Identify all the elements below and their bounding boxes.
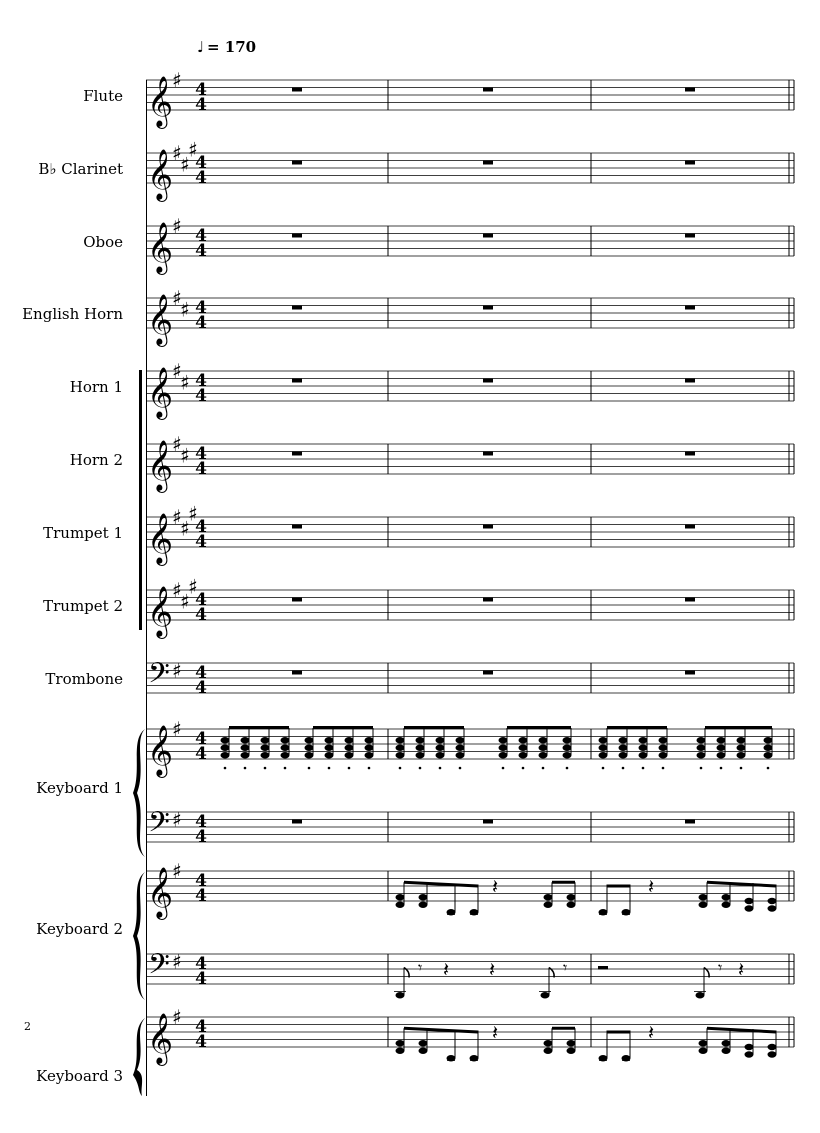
measure-rest xyxy=(292,234,302,238)
note-head xyxy=(697,737,706,743)
time-signature-bottom: 4 xyxy=(195,313,207,333)
staccato-dot xyxy=(767,767,770,770)
note-head xyxy=(396,1048,405,1054)
time-signature-bottom: 4 xyxy=(195,459,207,479)
staccato-dot xyxy=(542,767,545,770)
staff xyxy=(146,501,794,566)
sharp-sign: ♯ xyxy=(172,949,182,974)
measure-rest xyxy=(685,598,695,602)
staccato-dot xyxy=(348,767,351,770)
measure-rest xyxy=(292,161,302,165)
quarter-rest: 𝄽 xyxy=(738,957,745,982)
note-head xyxy=(281,737,290,743)
beam xyxy=(607,1031,630,1034)
staff xyxy=(146,657,794,698)
note-head xyxy=(539,737,548,743)
page-number: 2 xyxy=(24,1020,31,1033)
time-signature-bottom: 4 xyxy=(195,1032,207,1052)
time-signature-bottom: 4 xyxy=(195,827,207,847)
time-signature-top: 4 xyxy=(195,153,207,173)
bass-clef: 𝄢 xyxy=(148,806,170,846)
note-head xyxy=(563,752,572,758)
sharp-sign: ♯ xyxy=(188,574,198,599)
note-head xyxy=(699,902,708,908)
note-head xyxy=(544,1040,553,1046)
staves xyxy=(146,68,794,1066)
note-head xyxy=(659,745,668,751)
time-signature-bottom: 4 xyxy=(195,241,207,261)
note-head xyxy=(519,745,528,751)
note-head xyxy=(396,894,405,900)
time-signature-bottom: 4 xyxy=(195,886,207,906)
sharp-sign: ♯ xyxy=(172,658,182,683)
note-head xyxy=(745,1044,754,1050)
measure-rest xyxy=(292,88,302,92)
note-head xyxy=(544,894,553,900)
staccato-dot xyxy=(264,767,267,770)
quarter-rest: 𝄽 xyxy=(443,957,450,982)
staff xyxy=(146,137,794,202)
half-rest xyxy=(598,966,608,970)
treble-clef: 𝄞 xyxy=(147,440,174,491)
note-head xyxy=(563,737,572,743)
note-head xyxy=(456,752,465,758)
note-head xyxy=(567,1040,576,1046)
note-head xyxy=(737,752,746,758)
beam xyxy=(404,1027,478,1034)
treble-clef: 𝄞 xyxy=(147,586,174,637)
beam xyxy=(313,726,373,729)
note-head xyxy=(599,737,608,743)
note-head xyxy=(696,992,705,998)
beam xyxy=(707,1027,776,1034)
instrument-name-trombone: Trombone xyxy=(45,670,123,688)
quarter-rest: 𝄽 xyxy=(489,957,496,982)
staccato-dot xyxy=(368,767,371,770)
note-head xyxy=(519,752,528,758)
note-head xyxy=(619,745,628,751)
note-head xyxy=(717,745,726,751)
note-head xyxy=(281,752,290,758)
instrument-name-keyboard-3: Keyboard 3 xyxy=(36,1067,123,1085)
note-head xyxy=(281,745,290,751)
sharp-sign: ♯ xyxy=(172,141,182,165)
note-head xyxy=(305,737,314,743)
staccato-dot xyxy=(244,767,247,770)
time-signature-bottom: 4 xyxy=(195,532,207,552)
note-head xyxy=(305,745,314,751)
treble-clef: 𝄞 xyxy=(147,367,174,418)
measure-rest xyxy=(483,820,493,824)
note-head xyxy=(659,752,668,758)
note-head xyxy=(325,745,334,751)
staccato-dot xyxy=(439,767,442,770)
note-head xyxy=(722,894,731,900)
note-head xyxy=(396,737,405,743)
note-head xyxy=(768,898,777,904)
time-signature-top: 4 xyxy=(195,729,207,749)
staff xyxy=(146,286,794,347)
note-head xyxy=(722,1040,731,1046)
note-head xyxy=(764,745,773,751)
sharp-sign: ♯ xyxy=(172,1005,182,1029)
time-signature-top: 4 xyxy=(195,871,207,891)
quarter-rest: 𝄽 xyxy=(492,874,499,899)
staccato-dot xyxy=(566,767,569,770)
sharp-sign: ♯ xyxy=(172,359,182,383)
staccato-dot xyxy=(399,767,402,770)
measure-rest xyxy=(483,234,493,238)
note-head xyxy=(697,752,706,758)
eighth-rest: 𝄾 xyxy=(563,957,568,977)
time-signature-bottom: 4 xyxy=(195,95,207,115)
note-head xyxy=(456,745,465,751)
sharp-sign: ♯ xyxy=(172,286,182,310)
time-signature-bottom: 4 xyxy=(195,386,207,406)
quarter-rest: 𝄽 xyxy=(648,874,655,899)
sharp-sign: ♯ xyxy=(180,152,190,177)
staccato-dot xyxy=(602,767,605,770)
measure-rest xyxy=(292,452,302,456)
sharp-sign: ♯ xyxy=(180,589,190,614)
note-head xyxy=(396,902,405,908)
staff xyxy=(146,806,794,847)
staccato-dot xyxy=(419,767,422,770)
measure-rest xyxy=(483,379,493,383)
note-head xyxy=(261,752,270,758)
keyboard-2-brace xyxy=(133,872,145,1000)
staccato-dot xyxy=(224,767,227,770)
time-signature-top: 4 xyxy=(195,663,207,683)
beam xyxy=(404,726,464,729)
staccato-dot xyxy=(642,767,645,770)
treble-clef: 𝄞 xyxy=(147,725,174,776)
keyboard-1-brace xyxy=(133,729,145,857)
measure-rest xyxy=(292,525,302,529)
note-head xyxy=(737,745,746,751)
quarter-rest: 𝄽 xyxy=(492,1020,499,1045)
beam xyxy=(507,726,571,729)
instrument-name-oboe: Oboe xyxy=(83,233,123,251)
bass-clef: 𝄢 xyxy=(148,948,170,988)
treble-clef: 𝄞 xyxy=(147,222,174,273)
measure-rest xyxy=(685,820,695,824)
note-head xyxy=(241,745,250,751)
keyboard-3-brace xyxy=(133,1018,145,1096)
staccato-dot xyxy=(662,767,665,770)
note-head xyxy=(699,1048,708,1054)
note-head xyxy=(396,992,405,998)
note-head xyxy=(436,737,445,743)
note-head xyxy=(567,894,576,900)
measure-rest xyxy=(685,525,695,529)
measure-rest xyxy=(292,306,302,310)
treble-clef: 𝄞 xyxy=(147,513,174,564)
note-head xyxy=(541,992,550,998)
note-head xyxy=(396,752,405,758)
beam xyxy=(404,881,478,888)
note-head xyxy=(499,752,508,758)
beam xyxy=(705,726,772,729)
instrument-name-flute: Flute xyxy=(83,87,123,105)
staccato-dot xyxy=(308,767,311,770)
sharp-sign: ♯ xyxy=(172,214,182,238)
note-head xyxy=(419,902,428,908)
instrument-name-clarinet: B♭ Clarinet xyxy=(38,160,123,178)
time-signature-top: 4 xyxy=(195,517,207,537)
staff xyxy=(146,432,794,493)
note-head xyxy=(365,737,374,743)
note-head xyxy=(745,898,754,904)
sharp-sign: ♯ xyxy=(172,859,182,883)
measure-rest xyxy=(483,671,493,675)
note-head xyxy=(745,905,754,911)
measure-rest xyxy=(292,379,302,383)
beam xyxy=(552,881,575,884)
measure-rest xyxy=(685,379,695,383)
note-head xyxy=(396,745,405,751)
measure-rest xyxy=(685,671,695,675)
sharp-sign: ♯ xyxy=(172,717,182,741)
time-signature-top: 4 xyxy=(195,1017,207,1037)
note-head xyxy=(567,1048,576,1054)
note-head xyxy=(722,902,731,908)
measure-rest xyxy=(685,88,695,92)
time-signature-top: 4 xyxy=(195,954,207,974)
measure-rest xyxy=(685,452,695,456)
note-head xyxy=(396,1040,405,1046)
sharp-sign: ♯ xyxy=(188,137,198,162)
note-head xyxy=(419,894,428,900)
note-head xyxy=(737,737,746,743)
sharp-sign: ♯ xyxy=(180,370,190,395)
staff xyxy=(146,359,794,420)
instrument-name-trumpet-1: Trumpet 1 xyxy=(43,524,123,542)
note-head xyxy=(699,1040,708,1046)
time-signature-top: 4 xyxy=(195,444,207,464)
measure-rest xyxy=(292,820,302,824)
time-signature-bottom: 4 xyxy=(195,605,207,625)
time-signature-bottom: 4 xyxy=(195,744,207,764)
beam xyxy=(607,885,630,888)
note-head xyxy=(544,1048,553,1054)
eighth-rest: 𝄾 xyxy=(418,957,423,977)
note-head xyxy=(567,902,576,908)
sharp-sign: ♯ xyxy=(188,501,198,526)
note-head xyxy=(221,752,230,758)
note-head xyxy=(722,1048,731,1054)
instrument-name-horn-1: Horn 1 xyxy=(69,378,123,396)
note-head xyxy=(221,745,230,751)
instrument-name-keyboard-2: Keyboard 2 xyxy=(36,920,123,938)
measure-rest xyxy=(685,234,695,238)
note-head xyxy=(563,745,572,751)
instrument-name-trumpet-2: Trumpet 2 xyxy=(43,597,123,615)
sharp-sign: ♯ xyxy=(180,516,190,541)
quarter-rest: 𝄽 xyxy=(648,1020,655,1045)
time-signature-bottom: 4 xyxy=(195,969,207,989)
note-head xyxy=(717,737,726,743)
measure-rest xyxy=(685,161,695,165)
note-head xyxy=(305,752,314,758)
measure-rest xyxy=(483,306,493,310)
staccato-dot xyxy=(622,767,625,770)
staccato-dot xyxy=(328,767,331,770)
time-signature-bottom: 4 xyxy=(195,678,207,698)
measure-rest xyxy=(292,671,302,675)
note-head xyxy=(261,737,270,743)
measure-rest xyxy=(483,525,493,529)
time-signature-top: 4 xyxy=(195,298,207,318)
note-head xyxy=(241,752,250,758)
bass-clef: 𝄢 xyxy=(148,657,170,697)
staccato-dot xyxy=(284,767,287,770)
treble-clef: 𝄞 xyxy=(147,294,174,345)
note-head xyxy=(325,752,334,758)
staff xyxy=(146,68,794,129)
note-head xyxy=(639,752,648,758)
note-head xyxy=(599,752,608,758)
measure-rest xyxy=(483,598,493,602)
instrument-name-horn-2: Horn 2 xyxy=(69,451,123,469)
note-head xyxy=(768,1051,777,1057)
note-head xyxy=(768,905,777,911)
beam xyxy=(707,881,776,888)
time-signature-bottom: 4 xyxy=(195,168,207,188)
note-head xyxy=(697,745,706,751)
treble-clef: 𝄞 xyxy=(147,867,174,918)
note-head xyxy=(764,752,773,758)
staccato-dot xyxy=(700,767,703,770)
note-head xyxy=(416,745,425,751)
staccato-dot xyxy=(459,767,462,770)
staff xyxy=(146,948,794,989)
note-head xyxy=(345,745,354,751)
time-signature-top: 4 xyxy=(195,590,207,610)
eighth-rest: 𝄾 xyxy=(718,957,723,977)
note-head xyxy=(599,745,608,751)
note-head xyxy=(419,1048,428,1054)
note-head xyxy=(436,745,445,751)
beam xyxy=(552,1027,575,1030)
sharp-sign: ♯ xyxy=(172,505,182,529)
tempo-note: ♩ xyxy=(197,38,205,56)
note-head xyxy=(499,745,508,751)
note-head xyxy=(619,737,628,743)
note-head xyxy=(345,737,354,743)
note-head xyxy=(619,752,628,758)
measure-rest xyxy=(483,88,493,92)
sharp-sign: ♯ xyxy=(172,807,182,832)
note-head xyxy=(539,752,548,758)
note-head xyxy=(221,737,230,743)
sharp-sign: ♯ xyxy=(180,297,190,322)
note-head xyxy=(639,737,648,743)
note-head xyxy=(345,752,354,758)
note-head xyxy=(365,745,374,751)
staccato-dot xyxy=(740,767,743,770)
sharp-sign: ♯ xyxy=(180,443,190,468)
instrument-name-english-horn: English Horn xyxy=(22,305,123,323)
tempo-marking: = 170 xyxy=(207,38,257,56)
measure-rest xyxy=(483,161,493,165)
staccato-dot xyxy=(522,767,525,770)
brass-bracket xyxy=(139,370,142,630)
instrument-name-keyboard-1: Keyboard 1 xyxy=(36,779,123,797)
note-head xyxy=(416,737,425,743)
note-head xyxy=(241,737,250,743)
note-head xyxy=(717,752,726,758)
time-signature-top: 4 xyxy=(195,80,207,100)
note-head xyxy=(544,902,553,908)
staccato-dot xyxy=(502,767,505,770)
note-head xyxy=(416,752,425,758)
time-signature-top: 4 xyxy=(195,371,207,391)
treble-clef: 𝄞 xyxy=(147,1013,174,1064)
note-head xyxy=(325,737,334,743)
note-head xyxy=(436,752,445,758)
staccato-dot xyxy=(720,767,723,770)
note-head xyxy=(764,737,773,743)
staff xyxy=(146,214,794,275)
note-head xyxy=(659,737,668,743)
beam xyxy=(229,726,289,729)
measure-rest xyxy=(292,598,302,602)
note-head xyxy=(261,745,270,751)
note-head xyxy=(456,737,465,743)
note-head xyxy=(499,737,508,743)
beam xyxy=(607,726,667,729)
measure-rest xyxy=(483,452,493,456)
note-head xyxy=(768,1044,777,1050)
sharp-sign: ♯ xyxy=(172,432,182,456)
time-signature-top: 4 xyxy=(195,226,207,246)
note-head xyxy=(745,1051,754,1057)
note-head xyxy=(419,1040,428,1046)
note-head xyxy=(699,894,708,900)
note-head xyxy=(519,737,528,743)
sharp-sign: ♯ xyxy=(172,68,182,92)
note-head xyxy=(639,745,648,751)
sharp-sign: ♯ xyxy=(172,578,182,602)
note-head xyxy=(365,752,374,758)
treble-clef: 𝄞 xyxy=(147,76,174,127)
time-signature-top: 4 xyxy=(195,812,207,832)
staff xyxy=(146,574,794,639)
note-head xyxy=(539,745,548,751)
measure-rest xyxy=(685,306,695,310)
treble-clef: 𝄞 xyxy=(147,149,174,200)
